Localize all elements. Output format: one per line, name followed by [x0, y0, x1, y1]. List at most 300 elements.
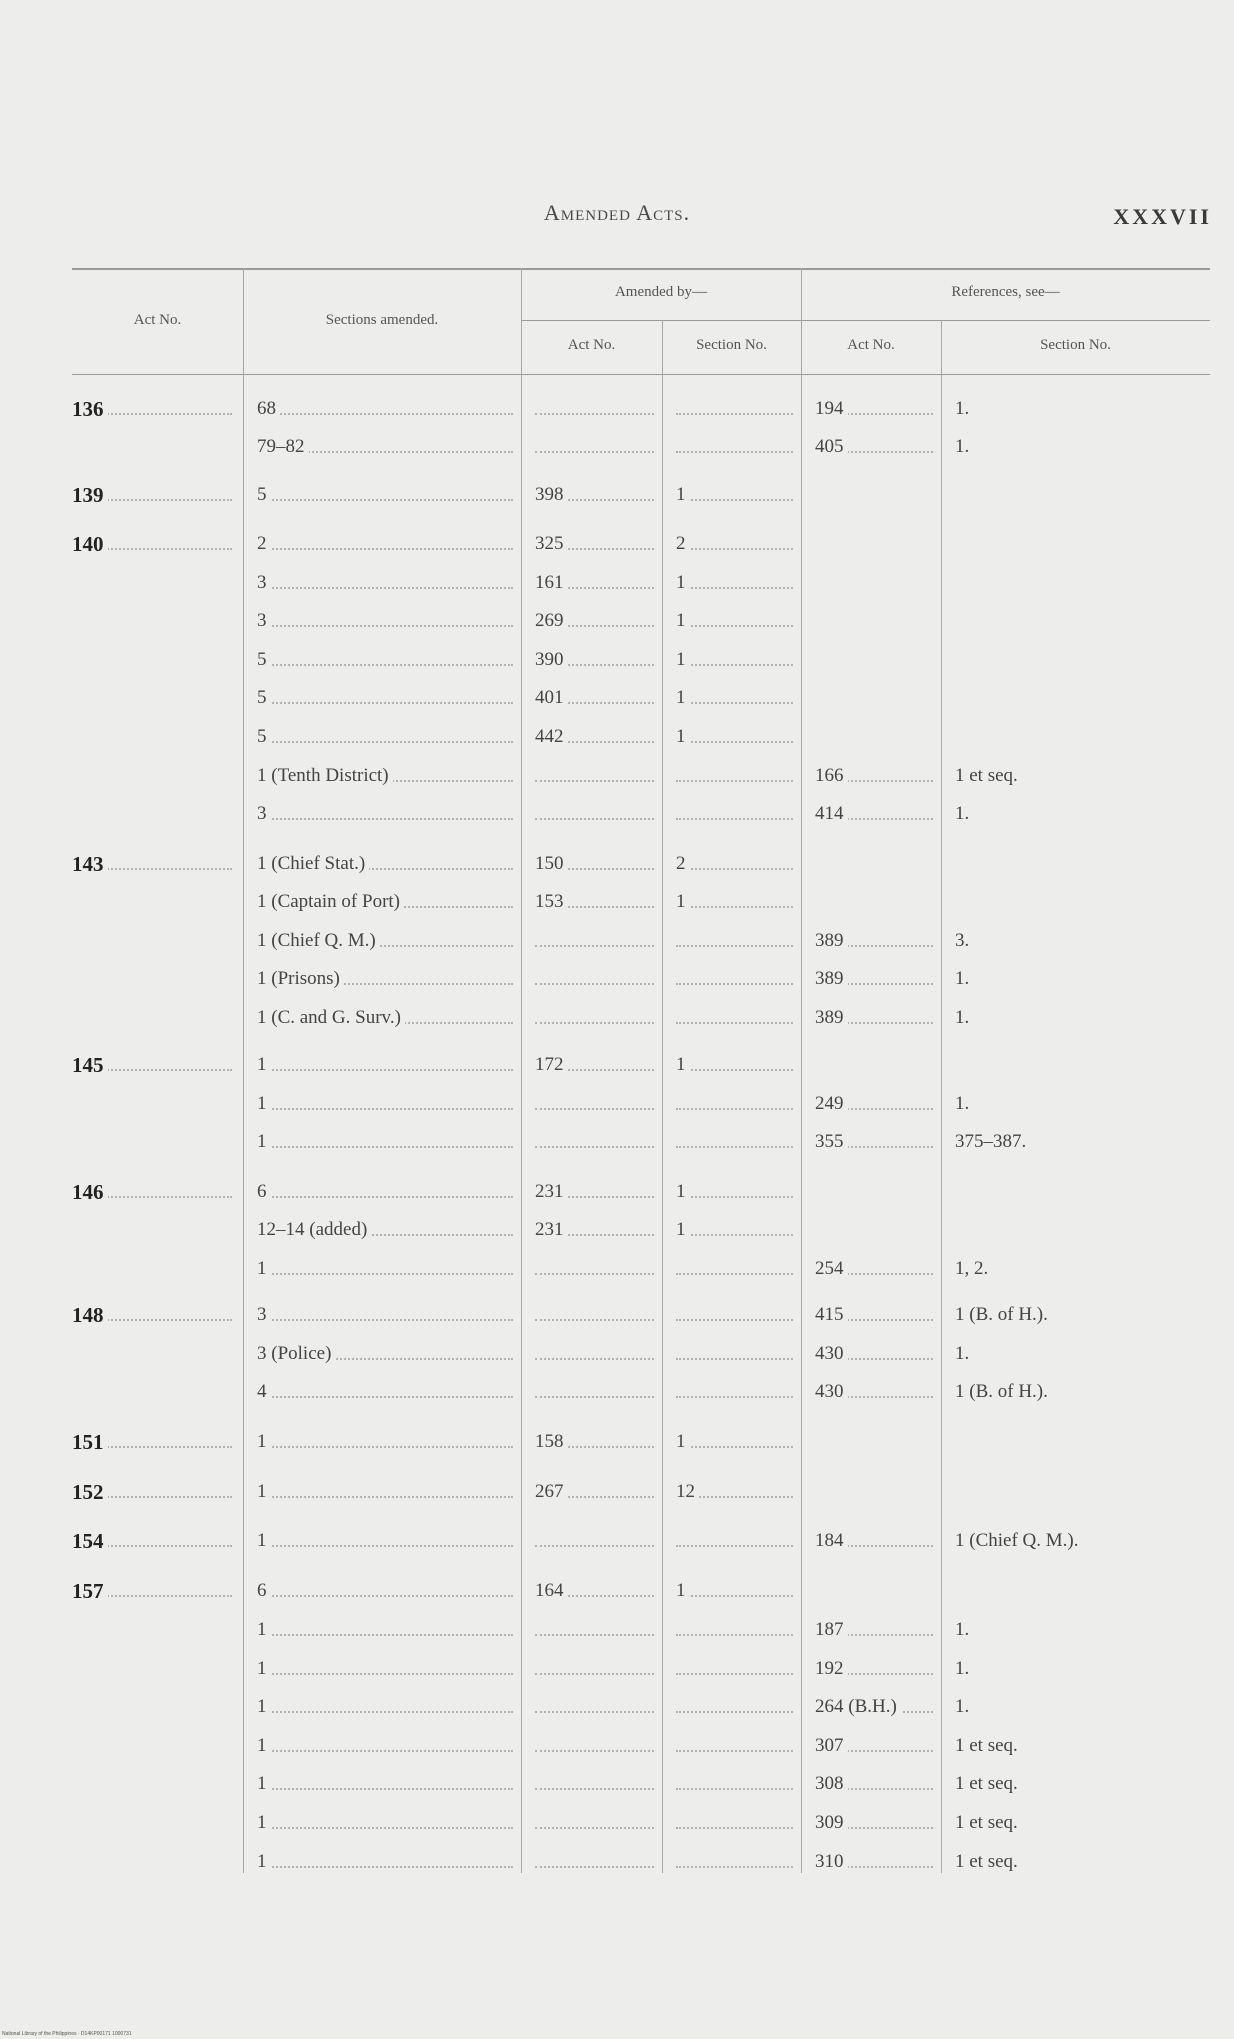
amended-by-section-text: 1	[676, 687, 690, 708]
section-amended-cell	[257, 851, 519, 877]
reference-section-text: 1 (Chief Q. M.).	[955, 1530, 1082, 1551]
reference-section-text: 1.	[955, 436, 973, 457]
amended-by-section-cell	[676, 724, 799, 750]
reference-section-cell	[955, 1129, 1205, 1155]
section-amended-text: 1	[257, 1658, 271, 1679]
section-amended-text: 5	[257, 484, 271, 505]
amended-by-act-text: 153	[535, 891, 568, 912]
act-number	[72, 1578, 238, 1604]
dot-leader	[257, 1827, 513, 1829]
column-divider	[521, 268, 522, 1873]
amended-by-act-text: 231	[535, 1181, 568, 1202]
amended-by-act-text: 325	[535, 533, 568, 554]
amended-by-section-text: 1	[676, 484, 690, 505]
section-amended-cell	[257, 1256, 519, 1282]
amended-by-section-cell	[676, 608, 799, 634]
reference-section-cell	[955, 685, 1205, 711]
section-amended-cell	[257, 1694, 519, 1720]
amended-by-act-text: 161	[535, 572, 568, 593]
section-amended-cell	[257, 647, 519, 673]
dot-leader	[257, 1446, 513, 1448]
reference-act-text: 192	[815, 1658, 848, 1679]
dot-leader	[676, 1234, 793, 1236]
amended-by-act-cell	[535, 570, 660, 596]
reference-act-cell	[815, 1179, 939, 1205]
act-number-text: 154	[72, 1529, 108, 1553]
section-amended-cell	[257, 1479, 519, 1505]
dot-leader	[535, 818, 654, 820]
amended-by-section-cell	[676, 1129, 799, 1155]
section-amended-cell	[257, 608, 519, 634]
reference-act-cell	[815, 1052, 939, 1078]
section-amended-text: 3	[257, 1304, 271, 1325]
section-amended-cell	[257, 1771, 519, 1797]
amended-by-act-cell	[535, 647, 660, 673]
amended-by-act-cell	[535, 1256, 660, 1282]
reference-section-cell	[955, 889, 1205, 915]
amended-by-section-text: 1	[676, 1181, 690, 1202]
dot-leader	[676, 413, 793, 415]
reference-section-text: 1 (B. of H.).	[955, 1381, 1052, 1402]
amended-by-section-cell	[676, 1052, 799, 1078]
amended-by-act-cell	[535, 889, 660, 915]
dot-leader	[676, 499, 793, 501]
amended-by-section-text: 12	[676, 1481, 699, 1502]
amended-by-act-text: 398	[535, 484, 568, 505]
reference-section-cell	[955, 1528, 1205, 1554]
section-amended-text: 1	[257, 1481, 271, 1502]
section-amended-text: 1	[257, 1773, 271, 1794]
dot-leader	[535, 1358, 654, 1360]
amended-by-section-cell	[676, 889, 799, 915]
column-divider	[243, 268, 244, 1873]
amended-by-section-cell	[676, 531, 799, 557]
reference-section-cell	[955, 1429, 1205, 1455]
amended-by-section-cell	[676, 1810, 799, 1836]
dot-leader	[535, 1750, 654, 1752]
section-amended-text: 1	[257, 1735, 271, 1756]
act-number	[72, 531, 238, 557]
section-amended-cell	[257, 1379, 519, 1405]
reference-act-cell	[815, 1656, 939, 1682]
section-amended-cell	[257, 1052, 519, 1078]
dot-leader	[257, 1496, 513, 1498]
subheader-rule	[521, 320, 1210, 321]
section-amended-cell	[257, 1091, 519, 1117]
reference-section-cell	[955, 1578, 1205, 1604]
reference-act-cell	[815, 966, 939, 992]
amended-by-section-text: 1	[676, 726, 690, 747]
amended-by-act-cell	[535, 1091, 660, 1117]
reference-act-cell	[815, 724, 939, 750]
reference-act-text: 389	[815, 1007, 848, 1028]
amended-by-section-text: 1	[676, 1580, 690, 1601]
reference-section-cell	[955, 1256, 1205, 1282]
amended-by-section-cell	[676, 1528, 799, 1554]
dot-leader	[535, 1396, 654, 1398]
column-divider	[941, 320, 942, 1873]
reference-section-cell	[955, 531, 1205, 557]
section-amended-text: 1 (Tenth District)	[257, 765, 393, 786]
dot-leader	[676, 1827, 793, 1829]
reference-section-cell	[955, 434, 1205, 460]
section-amended-cell	[257, 531, 519, 557]
reference-act-cell	[815, 928, 939, 954]
section-amended-cell	[257, 801, 519, 827]
dot-leader	[257, 664, 513, 666]
reference-act-cell	[815, 1379, 939, 1405]
dot-leader	[257, 702, 513, 704]
amended-by-section-cell	[676, 1179, 799, 1205]
dot-leader	[535, 1108, 654, 1110]
amended-by-act-cell	[535, 608, 660, 634]
dot-leader	[535, 1545, 654, 1547]
reference-act-text: 430	[815, 1343, 848, 1364]
reference-section-cell	[955, 1179, 1205, 1205]
dot-leader	[676, 906, 793, 908]
dot-leader	[676, 1273, 793, 1275]
reference-act-text: 166	[815, 765, 848, 786]
section-amended-text: 2	[257, 533, 271, 554]
section-amended-text: 3 (Police)	[257, 1343, 335, 1364]
header-amended-by: Amended by—	[614, 284, 708, 300]
section-amended-text: 5	[257, 687, 271, 708]
dot-leader	[676, 1446, 793, 1448]
section-amended-text: 4	[257, 1381, 271, 1402]
amended-by-section-cell	[676, 1578, 799, 1604]
dot-leader	[676, 983, 793, 985]
reference-act-text: 389	[815, 968, 848, 989]
amended-by-section-cell	[676, 570, 799, 596]
reference-section-text: 1 et seq.	[955, 1735, 1022, 1756]
reference-section-cell	[955, 801, 1205, 827]
reference-act-cell	[815, 1617, 939, 1643]
dot-leader	[257, 548, 513, 550]
reference-section-text: 1.	[955, 398, 973, 419]
reference-section-cell	[955, 1656, 1205, 1682]
section-amended-text: 3	[257, 803, 271, 824]
amended-by-act-cell	[535, 1217, 660, 1243]
page-title: Amended Acts.	[543, 200, 691, 225]
dot-leader	[257, 413, 513, 415]
amended-by-section-cell	[676, 1479, 799, 1505]
amended-by-section-cell	[676, 1379, 799, 1405]
dot-leader	[676, 1595, 793, 1597]
reference-section-text: 1 et seq.	[955, 1851, 1022, 1872]
section-amended-cell	[257, 1656, 519, 1682]
header-sections-amended: Sections amended.	[325, 312, 439, 328]
amended-by-section-text: 1	[676, 1054, 690, 1075]
reference-section-text: 1.	[955, 1619, 973, 1640]
amended-by-section-text: 2	[676, 853, 690, 874]
reference-section-text: 1 et seq.	[955, 1812, 1022, 1833]
dot-leader	[257, 625, 513, 627]
amended-by-act-text: 158	[535, 1431, 568, 1452]
amended-by-section-cell	[676, 396, 799, 422]
dot-leader	[676, 1358, 793, 1360]
section-amended-text: 79–82	[257, 436, 309, 457]
section-amended-text: 1 (Captain of Port)	[257, 891, 404, 912]
reference-act-text: 414	[815, 803, 848, 824]
dot-leader	[676, 451, 793, 453]
reference-act-cell	[815, 1129, 939, 1155]
dot-leader	[535, 1273, 654, 1275]
reference-act-text: 308	[815, 1773, 848, 1794]
amended-by-act-cell	[535, 482, 660, 508]
section-amended-text: 68	[257, 398, 280, 419]
amended-by-section-cell	[676, 482, 799, 508]
dot-leader	[676, 587, 793, 589]
dot-leader	[535, 1788, 654, 1790]
act-number	[72, 1052, 238, 1078]
reference-section-cell	[955, 1091, 1205, 1117]
act-number	[72, 1528, 238, 1554]
dot-leader	[676, 1545, 793, 1547]
reference-act-text: 310	[815, 1851, 848, 1872]
dot-leader	[535, 1634, 654, 1636]
amended-by-act-cell	[535, 928, 660, 954]
dot-leader	[257, 818, 513, 820]
amended-by-act-cell	[535, 1617, 660, 1643]
amended-by-section-cell	[676, 1694, 799, 1720]
dot-leader	[676, 1788, 793, 1790]
reference-act-cell	[815, 396, 939, 422]
amended-by-act-cell	[535, 801, 660, 827]
amended-by-section-cell	[676, 1341, 799, 1367]
dot-leader	[535, 780, 654, 782]
amended-by-section-cell	[676, 1733, 799, 1759]
act-number	[72, 482, 238, 508]
section-amended-text: 3	[257, 572, 271, 593]
amended-by-section-cell	[676, 1771, 799, 1797]
amended-by-act-cell	[535, 851, 660, 877]
dot-leader	[257, 1750, 513, 1752]
amended-by-section-text: 1	[676, 1431, 690, 1452]
amended-by-act-cell	[535, 966, 660, 992]
header-ref-section-no: Section No.	[1040, 337, 1111, 353]
reference-act-text: 430	[815, 1381, 848, 1402]
dot-leader	[676, 1396, 793, 1398]
reference-act-text: 355	[815, 1131, 848, 1152]
amended-by-section-cell	[676, 434, 799, 460]
act-number-text: 136	[72, 397, 108, 421]
amended-by-act-cell	[535, 1302, 660, 1328]
amended-by-act-cell	[535, 1528, 660, 1554]
act-number-text: 140	[72, 532, 108, 556]
dot-leader	[535, 1146, 654, 1148]
amended-by-section-cell	[676, 851, 799, 877]
section-amended-text: 5	[257, 649, 271, 670]
dot-leader	[676, 1196, 793, 1198]
reference-section-cell	[955, 763, 1205, 789]
reference-act-cell	[815, 1091, 939, 1117]
amended-by-act-cell	[535, 763, 660, 789]
reference-section-text: 1.	[955, 803, 973, 824]
header-ref-act-no: Act No.	[847, 337, 895, 353]
reference-section-cell	[955, 928, 1205, 954]
reference-section-cell	[955, 608, 1205, 634]
amended-by-act-cell	[535, 685, 660, 711]
reference-act-text: 307	[815, 1735, 848, 1756]
reference-section-cell	[955, 647, 1205, 673]
amended-by-act-cell	[535, 1733, 660, 1759]
reference-act-cell	[815, 1429, 939, 1455]
amended-by-section-cell	[676, 685, 799, 711]
amended-by-act-text: 269	[535, 610, 568, 631]
amended-by-act-cell	[535, 1179, 660, 1205]
section-amended-cell	[257, 1810, 519, 1836]
amended-by-act-cell	[535, 1656, 660, 1682]
dot-leader	[676, 664, 793, 666]
reference-act-text: 309	[815, 1812, 848, 1833]
reference-section-cell	[955, 1052, 1205, 1078]
reference-act-cell	[815, 1479, 939, 1505]
act-number	[72, 396, 238, 422]
section-amended-cell	[257, 724, 519, 750]
reference-section-text: 1.	[955, 1343, 973, 1364]
reference-act-cell	[815, 647, 939, 673]
act-number-text: 151	[72, 1430, 108, 1454]
dot-leader	[676, 945, 793, 947]
dot-leader	[257, 1673, 513, 1675]
reference-act-cell	[815, 889, 939, 915]
reference-section-cell	[955, 482, 1205, 508]
dot-leader	[257, 1634, 513, 1636]
reference-act-text: 249	[815, 1093, 848, 1114]
dot-leader	[535, 1866, 654, 1868]
reference-section-cell	[955, 1849, 1205, 1875]
reference-section-text: 375–387.	[955, 1131, 1030, 1152]
section-amended-text: 12–14 (added)	[257, 1219, 371, 1240]
section-amended-cell	[257, 1617, 519, 1643]
amended-by-act-cell	[535, 1379, 660, 1405]
amended-by-act-text: 442	[535, 726, 568, 747]
amended-by-act-cell	[535, 1810, 660, 1836]
reference-act-cell	[815, 685, 939, 711]
amended-by-section-cell	[676, 801, 799, 827]
amended-by-act-cell	[535, 1005, 660, 1031]
dot-leader	[535, 413, 654, 415]
reference-section-cell	[955, 1005, 1205, 1031]
dot-leader	[676, 818, 793, 820]
amended-by-act-cell	[535, 531, 660, 557]
column-divider	[662, 320, 663, 1873]
amended-by-section-cell	[676, 1256, 799, 1282]
amended-by-act-cell	[535, 1479, 660, 1505]
section-amended-cell	[257, 966, 519, 992]
dot-leader	[676, 868, 793, 870]
act-number-text: 146	[72, 1180, 108, 1204]
amended-by-act-cell	[535, 1849, 660, 1875]
section-amended-cell	[257, 1217, 519, 1243]
dot-leader	[535, 983, 654, 985]
header-references: References, see—	[951, 284, 1060, 300]
reference-act-cell	[815, 1302, 939, 1328]
amended-by-section-cell	[676, 1091, 799, 1117]
act-number-text: 152	[72, 1480, 108, 1504]
reference-section-text: 1.	[955, 1093, 973, 1114]
reference-act-cell	[815, 482, 939, 508]
section-amended-text: 6	[257, 1580, 271, 1601]
dot-leader	[257, 1196, 513, 1198]
header-amended-act-no: Act No.	[567, 337, 616, 353]
dot-leader	[676, 1319, 793, 1321]
reference-section-text: 1 et seq.	[955, 1773, 1022, 1794]
act-number	[72, 1179, 238, 1205]
amended-by-section-cell	[676, 1005, 799, 1031]
act-number	[72, 1302, 238, 1328]
section-amended-text: 5	[257, 726, 271, 747]
amended-by-section-cell	[676, 1217, 799, 1243]
amended-by-section-text: 1	[676, 891, 690, 912]
amended-by-section-text: 1	[676, 1219, 690, 1240]
amended-by-section-cell	[676, 1302, 799, 1328]
amended-by-section-cell	[676, 647, 799, 673]
reference-act-cell	[815, 1771, 939, 1797]
reference-act-cell	[815, 1005, 939, 1031]
reference-act-cell	[815, 1528, 939, 1554]
dot-leader	[257, 1866, 513, 1868]
section-amended-cell	[257, 396, 519, 422]
amended-by-act-text: 231	[535, 1219, 568, 1240]
dot-leader	[257, 1396, 513, 1398]
reference-section-text: 1.	[955, 1658, 973, 1679]
section-amended-text: 1	[257, 1851, 271, 1872]
amended-by-act-text: 267	[535, 1481, 568, 1502]
section-amended-text: 1	[257, 1812, 271, 1833]
dot-leader	[257, 1711, 513, 1713]
dot-leader	[535, 1711, 654, 1713]
reference-section-cell	[955, 1302, 1205, 1328]
dot-leader	[676, 1750, 793, 1752]
amended-by-act-cell	[535, 1771, 660, 1797]
amended-by-act-cell	[535, 396, 660, 422]
section-amended-text: 1	[257, 1696, 271, 1717]
amended-by-act-text: 164	[535, 1580, 568, 1601]
reference-section-cell	[955, 1341, 1205, 1367]
reference-act-cell	[815, 801, 939, 827]
reference-act-text: 254	[815, 1258, 848, 1279]
amended-by-section-text: 1	[676, 572, 690, 593]
dot-leader	[676, 625, 793, 627]
reference-act-text: 405	[815, 436, 848, 457]
section-amended-cell	[257, 482, 519, 508]
section-amended-text: 1 (Chief Stat.)	[257, 853, 369, 874]
amended-by-act-cell	[535, 1578, 660, 1604]
dot-leader	[257, 1146, 513, 1148]
dot-leader	[535, 945, 654, 947]
section-amended-text: 1 (Chief Q. M.)	[257, 930, 380, 951]
act-number	[72, 1429, 238, 1455]
act-number-text: 148	[72, 1303, 108, 1327]
dot-leader	[257, 499, 513, 501]
section-amended-cell	[257, 1302, 519, 1328]
section-amended-text: 6	[257, 1181, 271, 1202]
reference-act-cell	[815, 531, 939, 557]
dot-leader	[257, 1545, 513, 1547]
dot-leader	[676, 1146, 793, 1148]
dot-leader	[676, 1866, 793, 1868]
reference-act-cell	[815, 1256, 939, 1282]
reference-act-text: 264 (B.H.)	[815, 1696, 901, 1717]
reference-act-cell	[815, 1810, 939, 1836]
dot-leader	[676, 741, 793, 743]
section-amended-cell	[257, 685, 519, 711]
dot-leader	[676, 1711, 793, 1713]
reference-act-cell	[815, 1849, 939, 1875]
section-amended-cell	[257, 434, 519, 460]
section-amended-text: 1	[257, 1093, 271, 1114]
